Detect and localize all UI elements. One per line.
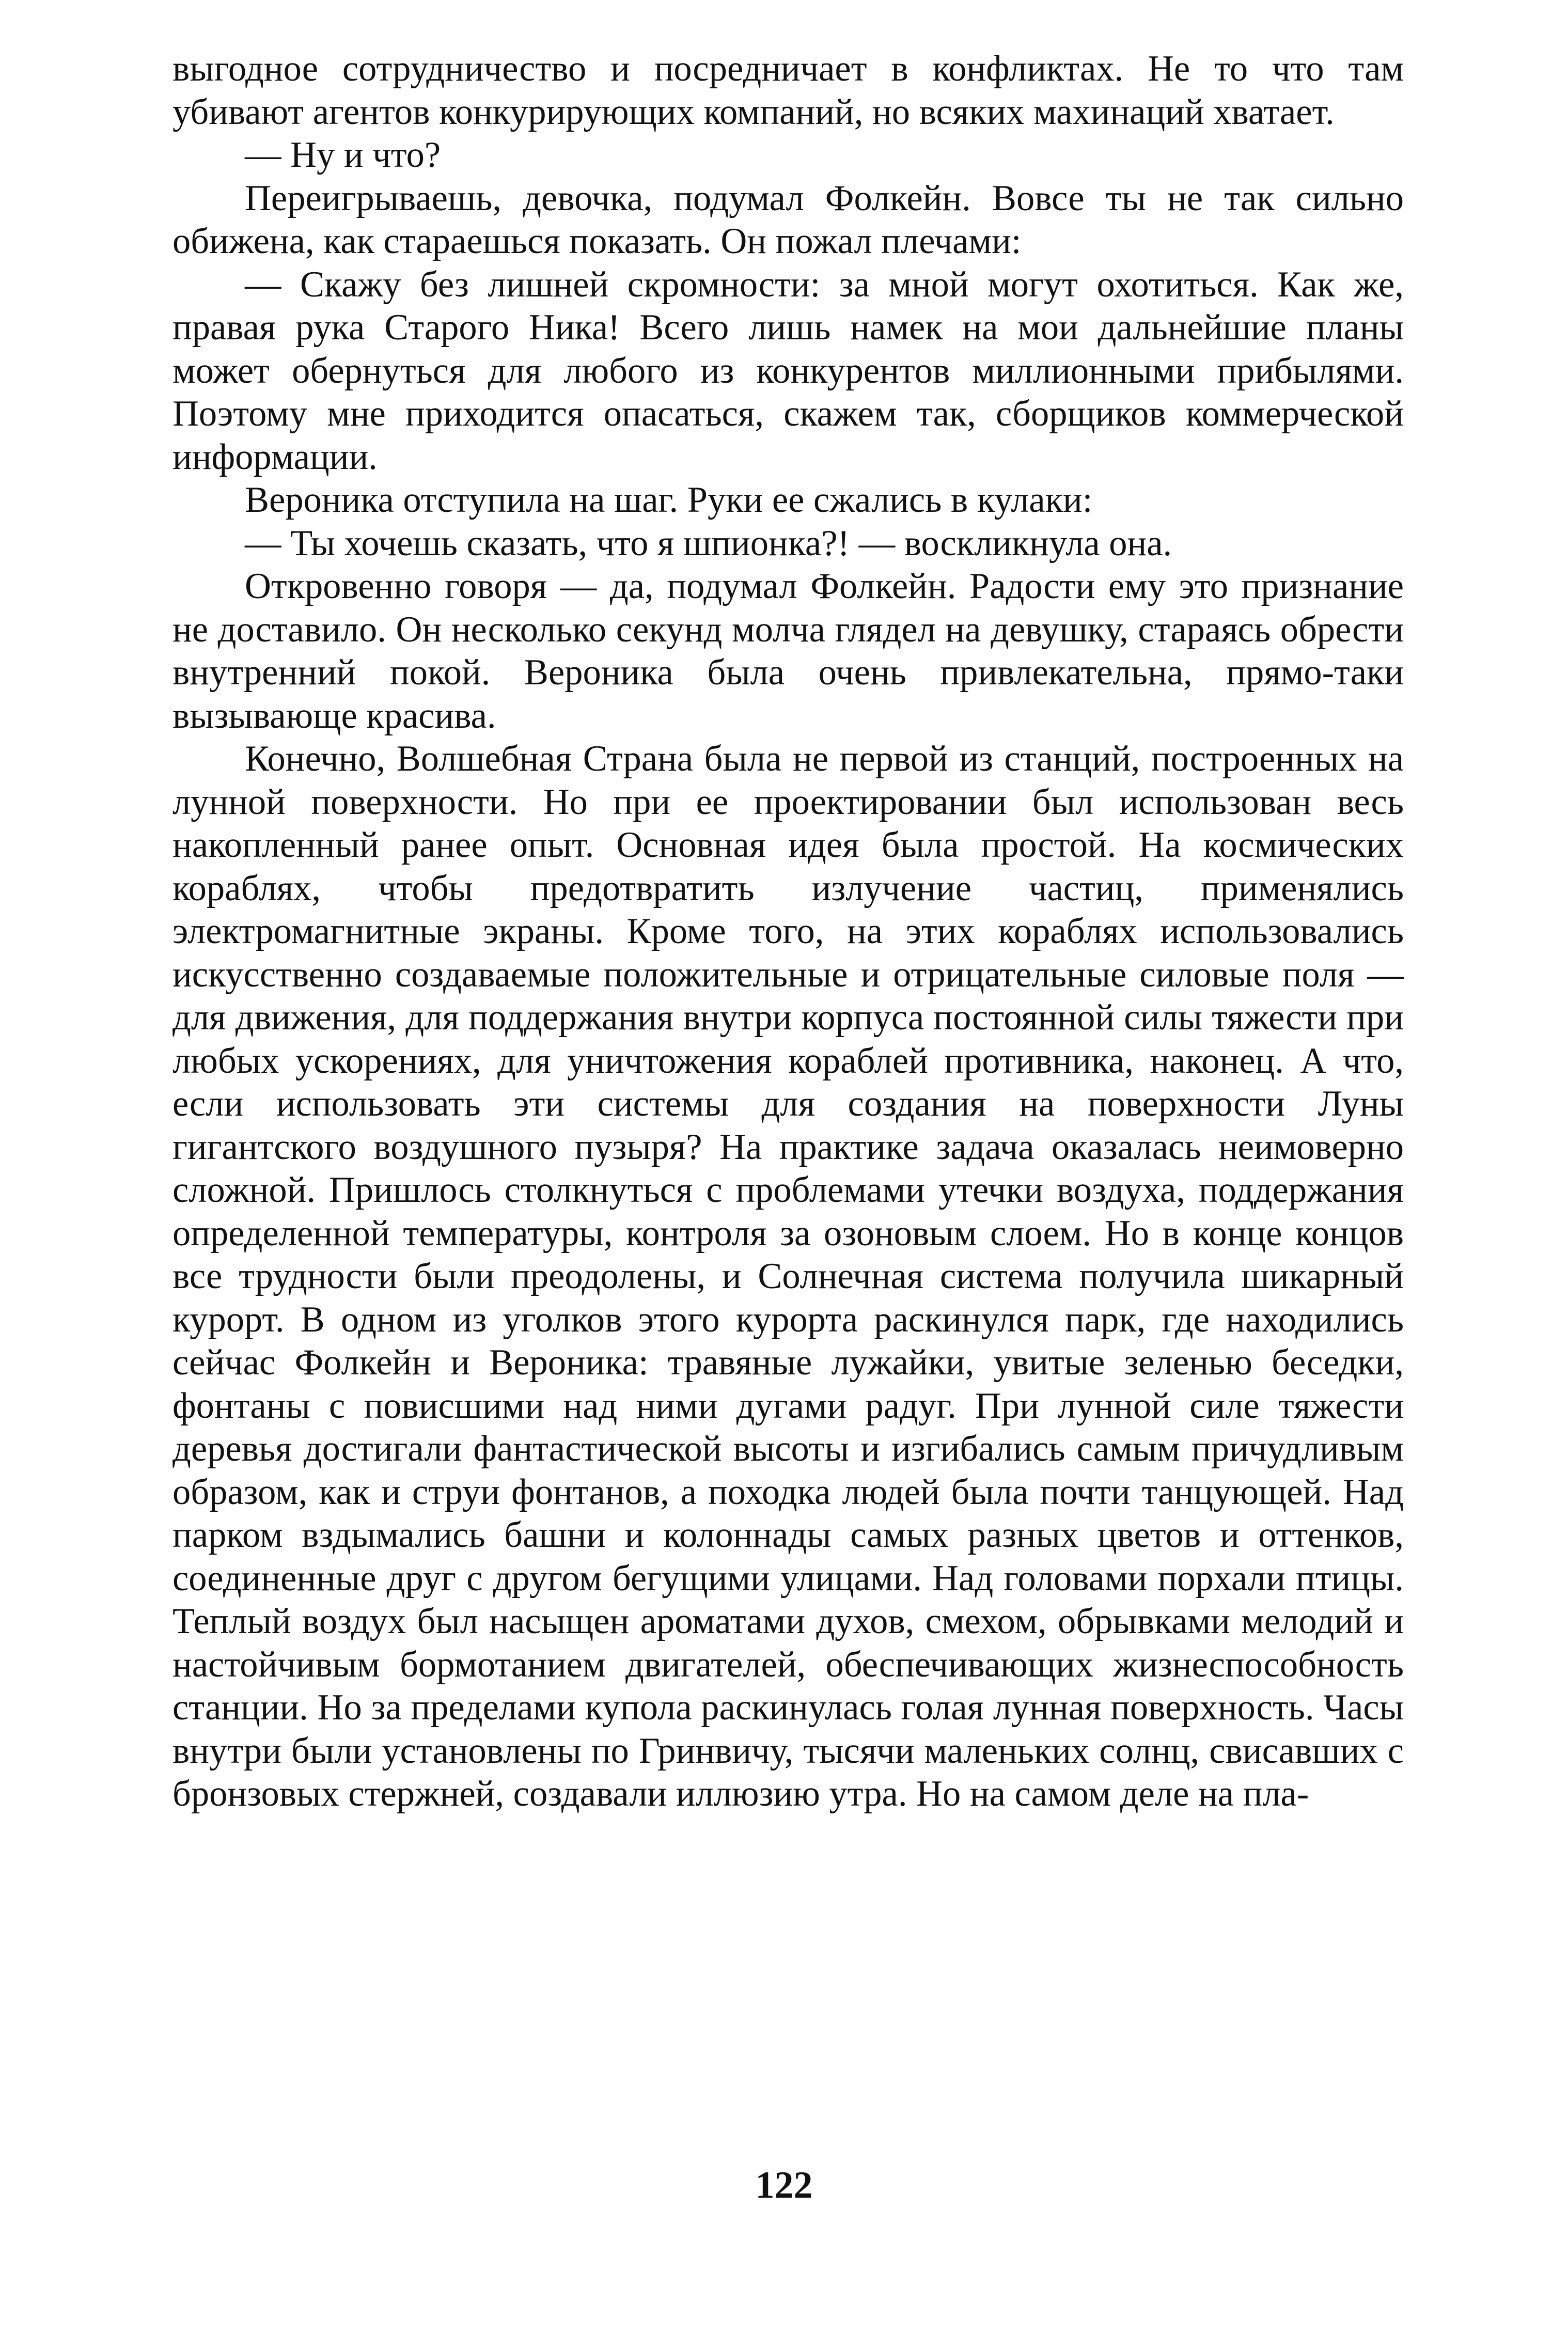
- paragraph-5: Вероника отступила на шаг. Руки ее сжались в кулаки:: [245, 480, 1093, 520]
- page-text: [173, 48, 1404, 1816]
- paragraph-6: — Ты хочешь сказать, что я шпионка?! — воскликнула она.: [245, 523, 1172, 563]
- paragraph-8: Конечно, Волшебная Страна была не первой из станций, построенных на лунной поверхности. Но при ее проектировании был использован весь накопленный ранее опыт. Основная идея была простой. На космических кораблях, чтобы предотвратить излучение частиц, применялись электромагнитные экраны. Кроме того, на этих кораблях использовались искусственно создаваемые положительные и отрицательные силовые поля — для движения, для поддержания внутри корпуса постоянной силы тяжести при любых ускорениях, для уничтожения кораблей противника, наконец. А что, если использовать эти системы для создания на поверхности Луны гигантского воздушного пузыря? На практике задача оказалась неимоверно сложной. Пришлось столкнуться с проблемами утечки воздуха, поддержания определенной температуры, контроля за озоновым слоем. Но в конце концов все трудности были преодолены, и Солнечная система получила шикарный курорт. В одном из уголков этого курорта раскинулся парк, где находились сейчас Фолкейн и Вероника: травяные лужайки, увитые зеленью беседки, фонтаны с повисшими над ними дугами радуг. При лунной силе тяжести деревья достигали фантастической высоты и изгибались самым причудливым образом, как и струи фонтанов, а походка людей была почти танцующей. Над парком вздымались башни и колоннады самых разных цветов и оттенков, соединенные друг с другом бегущими улицами. Над головами порхали птицы. Теплый воздух был насыщен ароматами духов, смехом, обрывками мелодий и настойчивым бормотанием двигателей, обеспечивающих жизнеспособность станции. Но за пределами купола раскинулась голая лунная поверхность. Часы внутри были установлены по Гринвичу, тысячи маленьких солнц, свисавших с бронзовых стержней, создавали иллюзию утра. Но на самом деле на пла-: [173, 739, 1404, 1814]
- paragraph-1: выгодное сотрудничество и посредничает в конфликтах. Не то что там убивают агентов конкурирующих компаний, но всяких махинаций хватает.: [173, 49, 1404, 132]
- paragraph-7: Откровенно говоря — да, подумал Фолкейн. Радости ему это признание не доставило. Он несколько секунд молча глядел на девушку, стараясь обрести внутренний покой. Вероника была очень привлекательна, прямо-таки вызывающе красива.: [173, 566, 1404, 736]
- paragraph-2: — Ну и что?: [245, 135, 441, 175]
- paragraph-3: Переигрываешь, девочка, подумал Фолкейн. Вовсе ты не так сильно обижена, как стараешься показать. Он пожал плечами:: [173, 178, 1404, 261]
- paragraph-4: — Скажу без лишней скромности: за мной могут охотиться. Как же, правая рука Старого Ника! Всего лишь намек на мои дальнейшие планы может обернуться для любого из конкурентов миллионными прибылями. Поэтому мне приходится опасаться, скажем так, сборщиков коммерческой информации.: [173, 264, 1404, 477]
- page-number: 122: [755, 2164, 813, 2206]
